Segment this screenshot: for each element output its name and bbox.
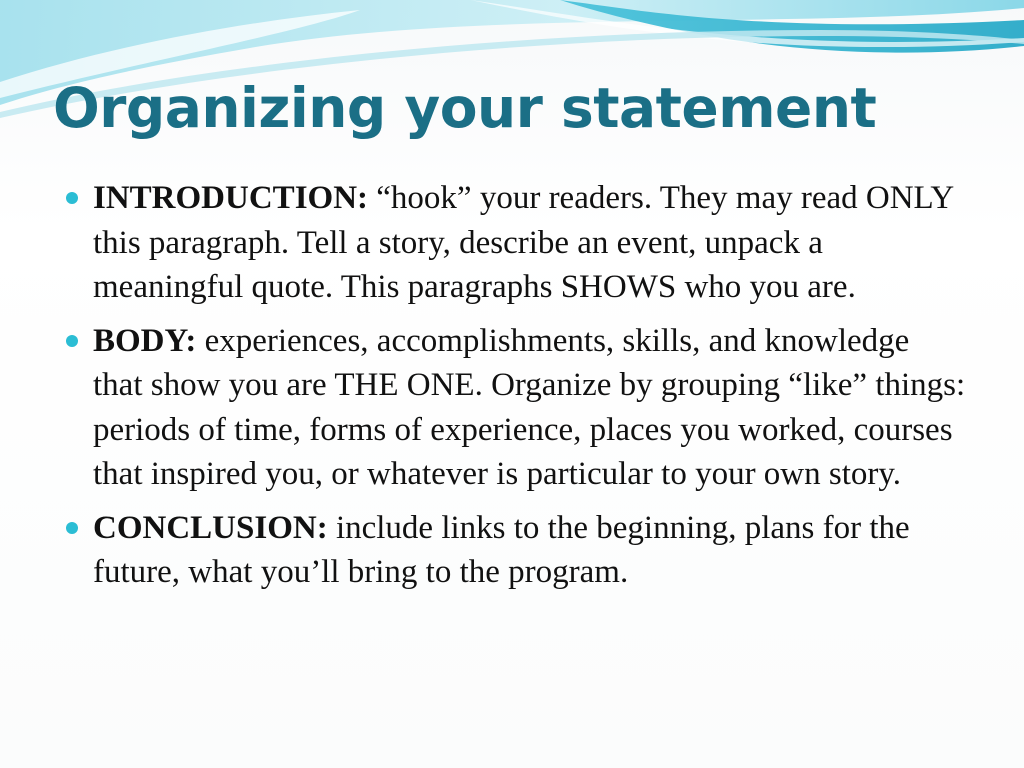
slide-title: Organizing your statement bbox=[53, 76, 877, 140]
bullet-text: “hook” your readers. They may read ONLY this paragraph. Tell a story, describe an event, unpack a meaningful quote. This paragraphs SHOWS who you are. bbox=[93, 180, 954, 305]
bullet-text: experiences, accomplishments, skills, and knowledge that show you are THE ONE. Organize by grouping “like” things: periods of time, forms of experience, places you worked, courses that inspired you, or whatever is particular to your own story. bbox=[93, 322, 966, 492]
bullet-item-introduction bbox=[66, 176, 966, 310]
bullet-dot-icon bbox=[66, 522, 78, 534]
bullet-item-conclusion bbox=[66, 506, 966, 595]
bullet-dot-icon bbox=[66, 192, 78, 204]
bullet-term: INTRODUCTION: bbox=[93, 180, 369, 216]
bullet-dot-icon bbox=[66, 335, 78, 347]
bullet-term: BODY: bbox=[93, 322, 197, 359]
bullet-term: CONCLUSION: bbox=[93, 509, 328, 546]
bullet-item-body bbox=[66, 319, 966, 497]
bullet-list bbox=[66, 176, 966, 604]
bullet-text: include links to the beginning, plans for the future, what you’ll bring to the program. bbox=[93, 509, 910, 590]
